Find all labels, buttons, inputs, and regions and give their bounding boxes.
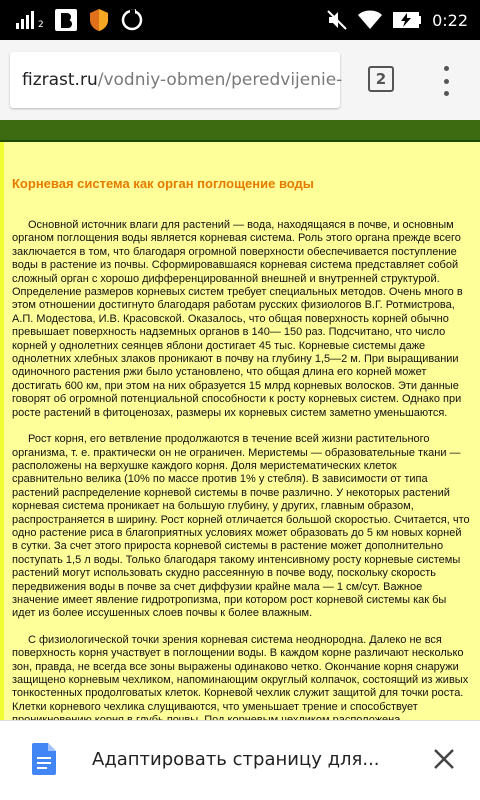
- url-path: /vodniy-obmen/peredvijenie-: [97, 70, 343, 90]
- url-host: fizrast.ru: [22, 70, 98, 90]
- battery-charging-icon: [392, 11, 422, 29]
- article-body: [12, 219, 470, 754]
- left-border-stripe: [0, 142, 4, 722]
- web-page[interactable]: [0, 120, 480, 720]
- reader-mode-infobar[interactable]: [0, 720, 480, 800]
- tab-count: 2: [375, 70, 387, 88]
- site-header-bar: [0, 120, 480, 142]
- sync-icon: [120, 8, 144, 32]
- mute-icon: [326, 9, 348, 31]
- sim-slot-label: 2: [38, 20, 44, 30]
- url-bar[interactable]: [10, 52, 343, 108]
- wifi-icon: [358, 10, 382, 30]
- status-bar: [0, 0, 480, 40]
- browser-toolbar: [0, 40, 480, 120]
- infobar-message[interactable]: Адаптировать страницу для...: [92, 749, 380, 770]
- paragraph: Основной источник влаги для растений — вода, находящаяся в почве, и основным органом поглощения воды является корневая система. Роль этого органа прежде всего заключается в том, что благодаря огромной поверхности обеспечивается поступление воды в растение из почвы. Сформировавшаяся корневая система представляет собой сложный орган с хорошо дифференцированной внешней и внутренней структурой. Определение размеров корневых систем требует специальных методов. Очень много в этом отношении достигнуто благодаря работам русских физиологов В.Г. Ротмистрова, А.П. Модестова, И.В. Красовской. Оказалось, что общая поверхность корней обычно превышает поверхность надземных органов в 140— 150 раз. Подсчитано, что число корней у однолетних сеянцев яблони достигает 45 тыс. Корневые системы даже однолетних хлебных злаков проникают в почву на глубину 1,5—2 м. При выращивании одиночного растения ржи было установлено, что общая длина его корней может достигать 600 км, при этом на них образуется 15 млрд корневых волосков. Эти данные говорят об огромной потенциальной способности к росту корневых систем. Однако при росте растений в фитоценозах, размеры их корневых систем заметно уменьшаются.: [12, 219, 463, 419]
- brand-b-icon: [54, 8, 78, 32]
- tab-switcher-button[interactable]: [368, 66, 394, 92]
- paragraph: Рост корня, его ветвление продолжаются в течение всей жизни растительного организма, т. е. практически он не ограничен. Меристемы — образовательные ткани — расположены на верхушке каждого корня. Доля меристематических клеток сравнительно велика (10% по массе против 1% у стебля). В зависимости от типа растений распределение корневой системы в почве различно. У некоторых растений корневая система проникает на большую глубину, у других, главным образом, распространяется в ширину. Рост корней отличается большой скоростью. Считается, что одно растение риса в благоприятных условиях может образовать до 5 км новых корней в сутки. За счет этого прироста корневой системы в растение может дополнительно поступать 1,5 л воды. Только благодаря такому интенсивному росту корневые системы растений могут использовать скудно рассеянную в почве воду, поскольку скорость передвижения воды в почве за счет диффузии крайне мала — 1 см/сут. Важное значение имеет явление гидротропизма, при котором рост корневой системы как бы идет из более иссушенных слоев почвы к более влажным.: [12, 433, 470, 620]
- paragraph: С физиологической точки зрения корневая система неоднородна. Далеко не вся поверхность корня участвует в поглощении воды. В каждом корне различают несколько зон, правда, не всегда все зоны выражены одинаково четко. Окончание корня снаружи защищено корневым чехликом, напоминающим округлый колпачок, состоящий из живых тонкостенных продолговатых клеток. Корневой чехлик служит защитой для точки роста. Клетки корневого чехлика слущиваются, что уменьшает трение и способствует: [12, 633, 469, 713]
- clock: 0:22: [432, 10, 468, 30]
- cell-signal-icon: [16, 9, 44, 31]
- close-icon[interactable]: [432, 747, 456, 771]
- document-icon: [32, 743, 56, 779]
- menu-icon[interactable]: [436, 66, 456, 96]
- article-title: Корневая система как орган поглощение воды: [12, 176, 314, 191]
- shield-icon: [88, 8, 110, 32]
